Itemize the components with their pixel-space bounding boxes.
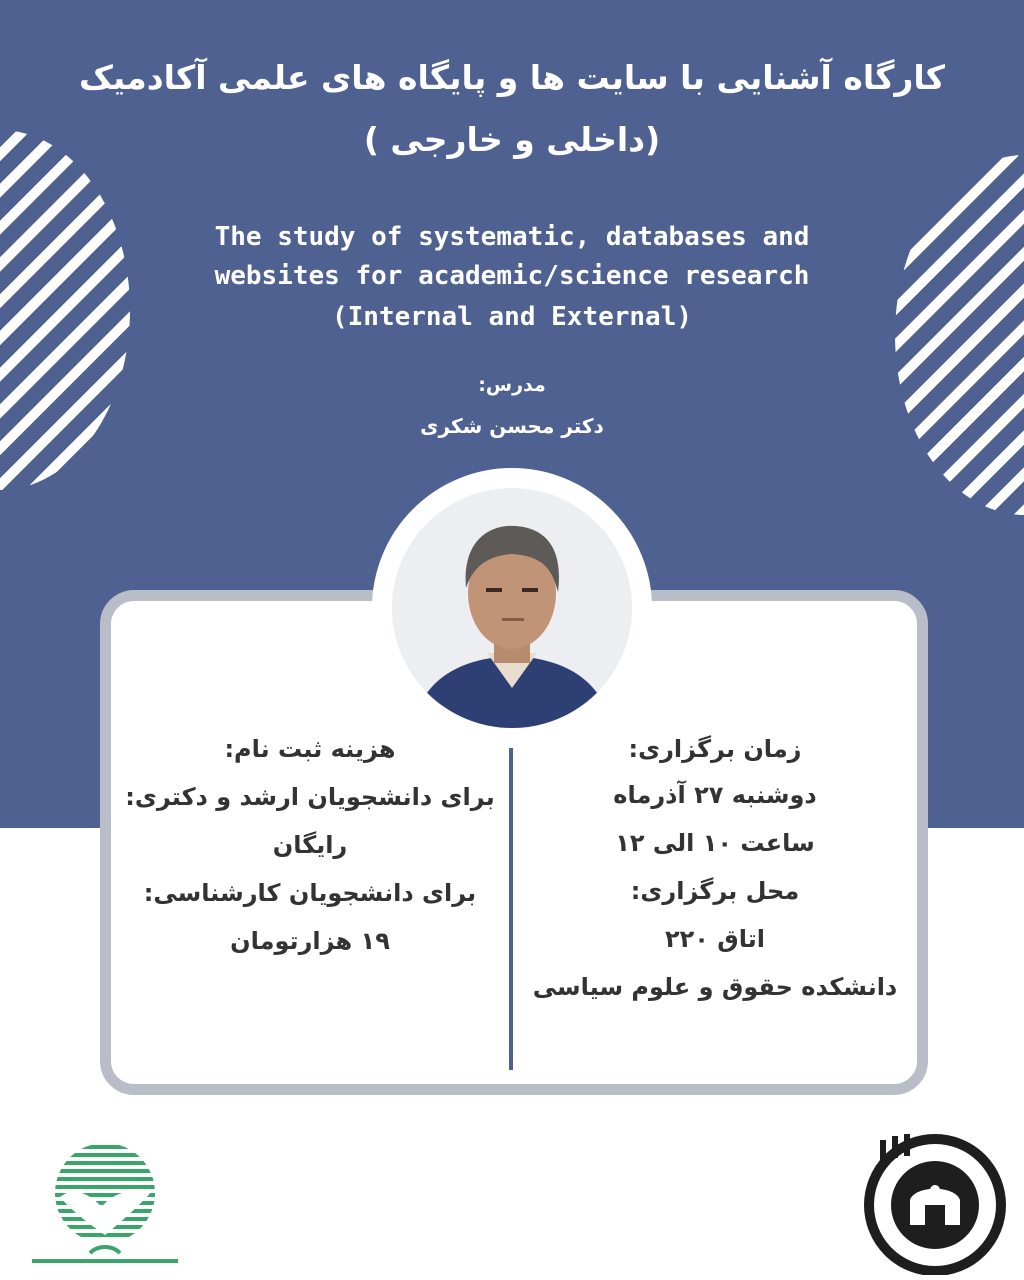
person-portrait-icon bbox=[392, 488, 632, 728]
title-english-line3: (Internal and External) bbox=[331, 302, 693, 332]
fees-undergrad-label: برای دانشجویان کارشناسی: bbox=[143, 879, 477, 907]
fees-grad-label: برای دانشجویان ارشد و دکتری: bbox=[125, 783, 495, 811]
schedule-hours: ساعت ۱۰ الی ۱۲ bbox=[615, 829, 815, 857]
fees-grad-value: رایگان bbox=[272, 831, 348, 859]
title-english-line2: websites for academic/science research bbox=[214, 261, 810, 291]
instructor-photo-frame bbox=[372, 468, 652, 748]
schedule-date: دوشنبه ۲۷ آذرماه bbox=[613, 781, 817, 809]
university-emblem-icon bbox=[30, 1135, 180, 1265]
fees-label: هزینه ثبت نام: bbox=[224, 735, 396, 763]
instructor-photo bbox=[392, 488, 632, 728]
title-persian-line2: (داخلی و خارجی ) bbox=[363, 120, 661, 159]
instructor-name: دکتر محسن شکری bbox=[420, 414, 604, 438]
association-logo-icon bbox=[860, 1130, 1010, 1275]
schedule-place-label: محل برگزاری: bbox=[630, 877, 800, 905]
instructor-label: مدرس: bbox=[478, 374, 546, 396]
schedule-time-label: زمان برگزاری: bbox=[628, 735, 802, 763]
schedule-room: اتاق ۲۲۰ bbox=[664, 925, 765, 953]
schedule-faculty: دانشکده حقوق و علوم سیاسی bbox=[532, 973, 898, 1001]
title-english-line1: The study of systematic, databases and bbox=[214, 222, 810, 252]
fees-undergrad-value: ۱۹ هزارتومان bbox=[230, 927, 390, 955]
title-persian-line1: کارگاه آشنایی با سایت ها و پایگاه های علمی آکادمیک bbox=[79, 58, 945, 97]
